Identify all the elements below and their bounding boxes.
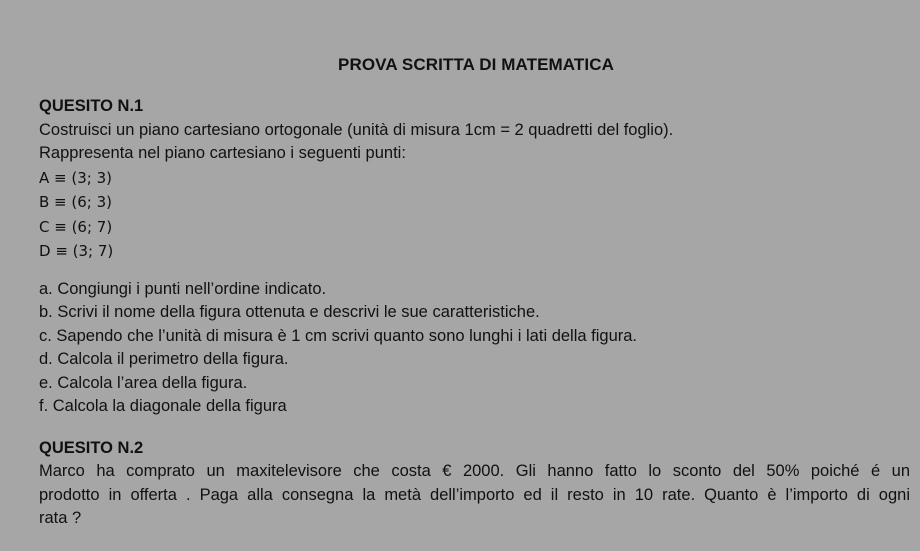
quesito-1 xyxy=(39,95,910,419)
task-d: d. Calcola il perimetro della figura. xyxy=(39,350,289,368)
task-list xyxy=(39,278,910,419)
quesito-1-intro-1: Costruisci un piano cartesiano ortogonale (unità di misura 1cm = 2 quadretti del foglio). xyxy=(39,120,674,139)
quesito-1-intro-2: Rappresenta nel piano cartesiano i seguenti punti: xyxy=(39,144,406,162)
point-d: D ≡ (3; 7) xyxy=(39,242,114,260)
spacer xyxy=(39,419,910,437)
task-c: c. Sapendo che l’unità di misura è 1 cm scrivi quanto sono lunghi i lati della figura. xyxy=(39,326,637,345)
task-f: f. Calcola la diagonale della figura xyxy=(39,397,287,415)
point-a: A ≡ (3; 3) xyxy=(39,168,112,187)
quesito-2-line-2: prodotto in offerta . Paga alla consegna la metà dell’importo ed il resto in 10 rate. Quanto è l’importo di ogni xyxy=(39,485,910,504)
page-title: PROVA SCRITTA DI MATEMATICA xyxy=(338,55,614,74)
quesito-2-line-3: rata ? xyxy=(39,509,82,527)
task-e: e. Calcola l’area della figura. xyxy=(39,373,248,392)
quesito-2 xyxy=(39,437,910,531)
point-c: C ≡ (6; 7) xyxy=(39,217,113,236)
quesito-2-heading: QUESITO N.2 xyxy=(39,438,144,457)
spacer xyxy=(39,264,910,278)
quesito-2-line-1: Marco ha comprato un maxitelevisore che costa € 2000. Gli hanno fatto lo sconto del 50% poiché é un xyxy=(39,462,910,480)
task-a: a. Congiungi i punti nell’ordine indicato. xyxy=(39,279,327,298)
point-list xyxy=(39,166,910,264)
point-b: B ≡ (6; 3) xyxy=(39,193,113,211)
quesito-1-heading: QUESITO N.1 xyxy=(39,97,144,115)
task-b: b. Scrivi il nome della figura ottenuta e descrivi le sue caratteristiche. xyxy=(39,303,540,321)
exam-content xyxy=(39,95,910,531)
